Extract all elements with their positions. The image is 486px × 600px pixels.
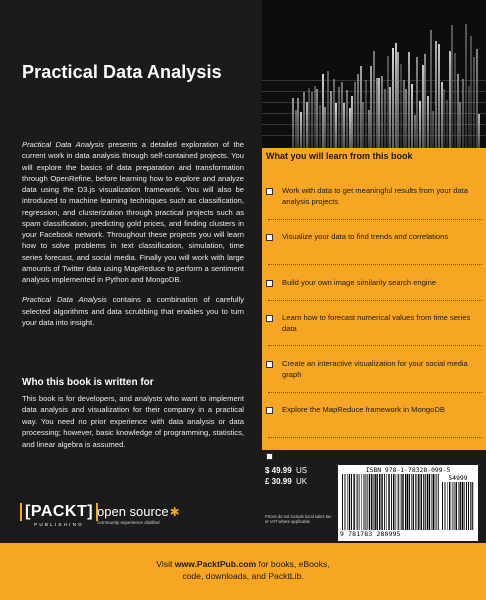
artwork-bar xyxy=(351,96,353,148)
learn-item xyxy=(266,313,484,335)
learn-item-text: Learn how to forecast numerical values from time series data xyxy=(282,313,471,333)
artwork-bar xyxy=(451,25,453,148)
artwork-bar xyxy=(392,48,394,148)
bullet-icon xyxy=(266,188,273,195)
ean-barcode-bars xyxy=(342,474,440,530)
learn-panel-heading: What you will learn from this book xyxy=(266,151,413,161)
bullet-icon xyxy=(266,280,273,287)
learn-item-text: Create an interactive visualization for your social media graph xyxy=(282,359,468,379)
barcode-bar xyxy=(425,474,426,530)
artwork-bar xyxy=(308,88,310,148)
barcode-bar xyxy=(393,474,394,530)
divider xyxy=(268,300,482,301)
artwork-bar xyxy=(424,54,426,148)
description-paragraph-2 xyxy=(22,294,244,328)
barcode-bar xyxy=(452,482,453,530)
packt-logo xyxy=(20,503,98,527)
barcode-bar xyxy=(413,474,414,530)
barcode-bar xyxy=(415,474,416,530)
barcode-bar xyxy=(351,474,352,530)
learn-item-text: Explore the MapReduce framework in MongoDB xyxy=(282,405,445,414)
price-note: Prices do not include local sales tax or VAT where applicable xyxy=(265,514,332,525)
imprint-name: open source xyxy=(97,504,169,519)
barcode-bar xyxy=(371,474,372,530)
divider xyxy=(268,219,482,220)
barcode-bar xyxy=(421,474,422,530)
artwork-bar xyxy=(405,89,407,148)
artwork-bar xyxy=(459,102,461,148)
artwork-bar xyxy=(427,96,429,148)
learn-item xyxy=(266,278,484,289)
book-description xyxy=(22,139,244,337)
footer-prefix: Visit xyxy=(156,559,175,569)
bullet-icon xyxy=(266,315,273,322)
addon-digits: 54999 xyxy=(448,474,468,482)
artwork-bar xyxy=(368,110,370,148)
footer-band xyxy=(0,543,486,600)
barcode-bar xyxy=(359,474,360,530)
divider xyxy=(268,264,482,265)
barcode-bar xyxy=(447,482,448,530)
artwork-bar xyxy=(357,74,359,148)
imprint-tagline: community experience distilled xyxy=(97,520,160,525)
barcode-bar xyxy=(454,482,455,530)
who-section-text: This book is for developers, and analysts who want to implement data analysis and visualization for their company in a practical way. You need no prior experience with data analysis or data processing; however, basic knowledge of programming, statistics, and linear algebra is assumed. xyxy=(22,394,244,449)
barcode-bar xyxy=(386,474,387,530)
barcode-bar xyxy=(411,474,412,530)
price-uk-amount: £ 30.99 xyxy=(265,477,292,486)
learn-panel xyxy=(262,148,486,460)
artwork-bar xyxy=(449,51,451,148)
artwork-bar xyxy=(319,105,321,148)
artwork-line xyxy=(262,135,486,136)
cover-artwork xyxy=(262,0,486,148)
learn-item-text: Visualize your data to find trends and correlations xyxy=(282,232,449,241)
divider xyxy=(268,437,482,438)
barcode-bar xyxy=(472,482,473,530)
learn-item-text: Work with data to get meaningful results from your data analysis projects xyxy=(282,186,468,206)
barcode-bar xyxy=(445,482,446,530)
divider xyxy=(268,392,482,393)
book-title: Practical Data Analysis xyxy=(22,62,222,82)
artwork-bar xyxy=(322,74,324,148)
barcode-bar xyxy=(357,474,358,530)
barcode-bar xyxy=(438,474,439,530)
artwork-bar xyxy=(457,74,459,148)
artwork-bar xyxy=(478,114,480,148)
barcode-bar xyxy=(442,482,443,530)
bullet-icon xyxy=(266,234,273,241)
barcode-bar xyxy=(458,482,459,530)
artwork-bar xyxy=(327,71,329,148)
description-book-name: Practical Data Analysis xyxy=(22,140,104,149)
artwork-bar xyxy=(468,86,470,148)
learn-item-text: Create interactive simulations with D3.js xyxy=(282,451,417,460)
barcode-bar xyxy=(384,474,385,530)
barcode-bar xyxy=(417,474,418,530)
barcode-bar xyxy=(409,474,410,530)
barcode-bar xyxy=(466,482,467,530)
isbn-label: ISBN 978-1-78328-099-5 xyxy=(365,466,451,474)
barcode-bar xyxy=(369,474,370,530)
price-uk-currency: UK xyxy=(295,477,308,486)
barcode-bar xyxy=(407,474,408,530)
learn-item xyxy=(266,451,484,462)
barcode-bar xyxy=(431,474,432,530)
barcode-bar xyxy=(464,482,465,530)
footer-link[interactable]: www.PacktPub.com xyxy=(174,559,257,569)
barcode-bar xyxy=(405,474,406,530)
packt-logo-text: [PACKT] xyxy=(20,503,98,521)
artwork-bar xyxy=(408,52,410,148)
barcode-bar xyxy=(379,474,380,530)
bullet-icon xyxy=(266,453,273,460)
artwork-bar xyxy=(476,49,478,148)
barcode-bar xyxy=(436,474,437,530)
artwork-bar xyxy=(443,89,445,148)
barcode-bar xyxy=(374,474,375,530)
barcode-bar xyxy=(456,482,457,530)
price-us-amount: $ 49.99 xyxy=(265,466,292,475)
barcode-bar xyxy=(367,474,368,530)
artwork-bar xyxy=(300,112,302,148)
artwork-bar xyxy=(338,87,340,148)
artwork-bar xyxy=(395,43,397,148)
barcode-bar xyxy=(462,482,463,530)
open-source-logo xyxy=(97,505,180,525)
artwork-bar xyxy=(384,89,386,148)
barcode-bar xyxy=(391,474,392,530)
artwork-bar xyxy=(295,110,297,148)
artwork-bar xyxy=(314,86,316,148)
barcode-bar xyxy=(453,482,454,530)
artwork-bar xyxy=(441,82,443,148)
barcode-bar xyxy=(347,474,348,530)
barcode-bar xyxy=(423,474,424,530)
artwork-bar xyxy=(465,24,467,148)
barcode-bar xyxy=(460,482,461,530)
barcode-bar xyxy=(449,482,450,530)
footer-text xyxy=(0,558,486,582)
barcode-bar xyxy=(470,482,471,530)
prices xyxy=(265,466,307,488)
artwork-bar xyxy=(343,103,345,148)
footer-line-2: code, downloads, and PacktLib. xyxy=(182,571,304,582)
barcode-bar xyxy=(398,474,399,530)
learn-item xyxy=(266,359,484,381)
barcode-bar xyxy=(418,474,419,530)
description-text: presents a detailed exploration of the current work in data analysis through self-contained projects. You will explore the basics of data preparation and transformation through OpenRefine, before learning how to explore and analyze data using the D3.js visualization framework. You will also be introduced to machine learning techniques such as classification, regression, and clusterization through practical projects such as spam classification, predicting gold prices, and finding clusters in your Facebook network. Throughout these projects you will learn how to solve problems in text classification, simulation, time series forecast, and social media. Finally you will work with large amounts of Twitter data using MapReduce to perform a sentiment analysis implemented in Python and MongoDB. xyxy=(22,140,244,284)
description-book-name: Practical Data Analysis xyxy=(22,295,107,305)
artwork-bar xyxy=(432,111,434,148)
artwork-bar xyxy=(330,91,332,148)
artwork-bar xyxy=(470,36,472,148)
barcode-bar xyxy=(397,474,398,530)
barcode-bar xyxy=(361,474,362,530)
barcode-bar xyxy=(346,474,347,530)
artwork-line xyxy=(262,80,486,81)
description-paragraph-1 xyxy=(22,139,244,285)
artwork-bar xyxy=(297,98,299,148)
artwork-bar xyxy=(316,89,318,148)
barcode-bar xyxy=(402,474,403,530)
artwork-bar xyxy=(430,30,432,148)
bullet-icon xyxy=(266,407,273,414)
price-uk xyxy=(265,477,307,488)
packt-logo-subtitle: PUBLISHING xyxy=(34,522,84,527)
artwork-bar xyxy=(292,98,294,148)
artwork-bar xyxy=(311,92,313,148)
artwork-line xyxy=(262,102,486,103)
artwork-line xyxy=(262,113,486,114)
isbn-barcode xyxy=(338,465,478,541)
artwork-bar xyxy=(373,51,375,148)
barcode-bar xyxy=(381,474,382,530)
barcode-bar xyxy=(373,474,374,530)
barcode-bar xyxy=(429,474,430,530)
price-us-currency: US xyxy=(295,466,308,475)
artwork-bar xyxy=(335,103,337,148)
star-icon: ✱ xyxy=(169,505,180,519)
footer-suffix: for books, eBooks, xyxy=(256,559,330,569)
barcode-bar xyxy=(356,474,357,530)
barcode-bar xyxy=(427,474,428,530)
description-text: contains a combination of carefully selected algorithms and data scrubbing that enables you to turn your data into insight. xyxy=(22,295,244,327)
barcode-bar xyxy=(363,474,364,530)
learn-item-text: Build your own image similarity search engine xyxy=(282,278,437,287)
barcode-bar xyxy=(353,474,354,530)
barcode-bar xyxy=(433,474,434,530)
barcode-bar xyxy=(468,482,469,530)
artwork-bar xyxy=(303,92,305,148)
barcode-bar xyxy=(401,474,402,530)
barcode-bar xyxy=(376,474,377,530)
artwork-bar xyxy=(435,41,437,148)
barcode-bar xyxy=(349,474,350,530)
learn-item xyxy=(266,186,484,208)
who-section-heading: Who this book is written for xyxy=(22,377,154,388)
artwork-bar xyxy=(349,108,351,148)
divider xyxy=(268,345,482,346)
artwork-bar xyxy=(454,53,456,148)
artwork-line xyxy=(262,124,486,125)
barcode-bar xyxy=(388,474,389,530)
artwork-bar xyxy=(389,87,391,148)
learn-item xyxy=(266,405,484,427)
barcode-bar xyxy=(365,474,366,530)
barcode-bar xyxy=(342,474,343,530)
artwork-bar xyxy=(414,115,416,148)
addon-barcode-bars xyxy=(442,482,474,530)
barcode-bar xyxy=(395,474,396,530)
learn-item xyxy=(266,232,484,254)
artwork-bar xyxy=(411,84,413,148)
ean-digits: 9 781783 280995 xyxy=(340,530,401,538)
artwork-bar xyxy=(346,90,348,148)
artwork-line xyxy=(262,91,486,92)
artwork-bar xyxy=(438,44,440,148)
artwork-bar xyxy=(397,52,399,148)
learn-list xyxy=(266,167,484,462)
bullet-icon xyxy=(266,361,273,368)
barcode-bar xyxy=(344,474,345,530)
price-us xyxy=(265,466,307,477)
